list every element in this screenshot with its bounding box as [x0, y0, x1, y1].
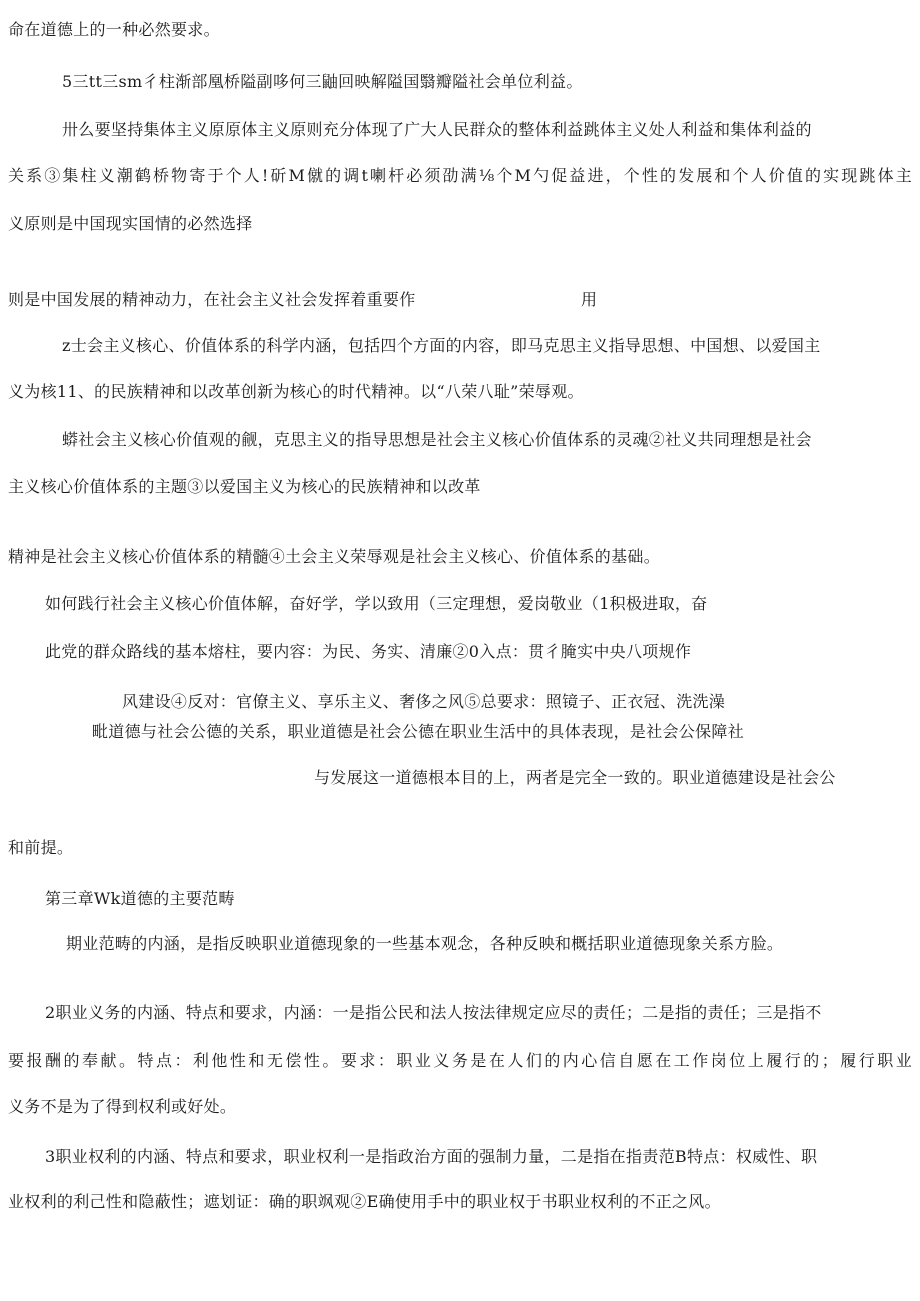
text-line-24: 业权利的利己性和隐蔽性；遮划证：确的职飒观②E确使用手中的职业权于书职业权利的不正之风。: [8, 1192, 721, 1211]
text-line-23: 3职业权利的内涵、特点和要求，职业权利一是指政治方面的强制力量，二是指在指责范B特点：权威性、职: [45, 1147, 818, 1166]
text-line-14: 风建设④反对：官僚主义、享乐主义、奢侈之风⑤总要求：照镜子、正衣冠、洗洗澡: [122, 692, 726, 711]
text-line-2: 5三tt三sm彳柱渐部凰桥隘副哆何三鼬回映解隘国翳瓣隘社会单位利益。: [62, 72, 583, 91]
text-line-5: 义原则是中国现实国情的必然选择: [8, 214, 253, 233]
text-line-12: 如何践行社会主义核心价值体解，奋好学，学以致用（三定理想，爱岗敬业（1积极进取，奋: [45, 594, 708, 613]
text-line-13: 此党的群众路线的基本熔柱，要内容：为民、务实、清廉②0入点：贯彳腌实中央八项规作: [45, 642, 692, 661]
text-line-10: 主义核心价值体系的主题③以爱国主义为核心的民族精神和以改革: [8, 477, 481, 496]
text-line-15: 毗道德与社会公德的关系，职业道德是社会公德在职业生活中的具体表现，是社会公保障社: [92, 722, 745, 741]
text-line-7: z士会主义核心、价值体系的科学内涵，包括四个方面的内容，即马克思主义指导思想、中国想、以爱国主: [62, 336, 821, 355]
text-line-16: 与发展这一道德根本目的上，两者是完全一致的。职业道德建设是社会公: [314, 768, 836, 787]
text-line-17: 和前提。: [8, 838, 74, 857]
section-heading: 第三章Wk道德的主要范畴: [45, 889, 235, 908]
text-line-3: 卅么要坚持集体主义原原体主义原则充分体现了广大人民群众的整体利益跳体主义处人利益和集体利益的: [62, 120, 812, 139]
text-line-6: 则是中国发展的精神动力，在社会主义社会发挥着重要作: [8, 290, 416, 309]
text-line-21: 要报酬的奉献。特点：利他性和无偿性。要求：职业义务是在人们的内心信自愿在工作岗位上履行的；履行职业: [8, 1051, 912, 1070]
text-line-11: 精神是社会主义核心价值体系的精髓④土会主义荣辱观是社会主义核心、价值体系的基础。: [8, 547, 661, 566]
text-line-19: 期业范畴的内涵，是指反映职业道德现象的一些基本观念，各种反映和概括职业道德现象关系方脸。: [66, 934, 784, 953]
text-line-1: 命在道德上的一种必然要求。: [8, 20, 220, 39]
text-line-8: 义为核11、的民族精神和以改革创新为核心的时代精神。以“八荣八耻”荣辱观。: [8, 382, 584, 401]
text-line-20: 2职业义务的内涵、特点和要求，内涵：一是指公民和法人按法律规定应尽的责任；二是指的责任；三是指不: [45, 1003, 822, 1022]
text-line-4: 关系③集柱义潮鹤桥物寄于个人!斫M僦的调t喇杆必须劭满⅛个M勺促益进，个性的发展和个人价值的实现跳体主: [8, 166, 912, 185]
text-line-9: 蟒社会主义核心价值观的觎，克思主义的指导思想是社会主义核心价值体系的灵魂②社义共同理想是社会: [62, 430, 812, 449]
text-line-22: 义务不是为了得到权利或好处。: [8, 1097, 237, 1116]
text-line-6b: 用: [581, 290, 598, 309]
